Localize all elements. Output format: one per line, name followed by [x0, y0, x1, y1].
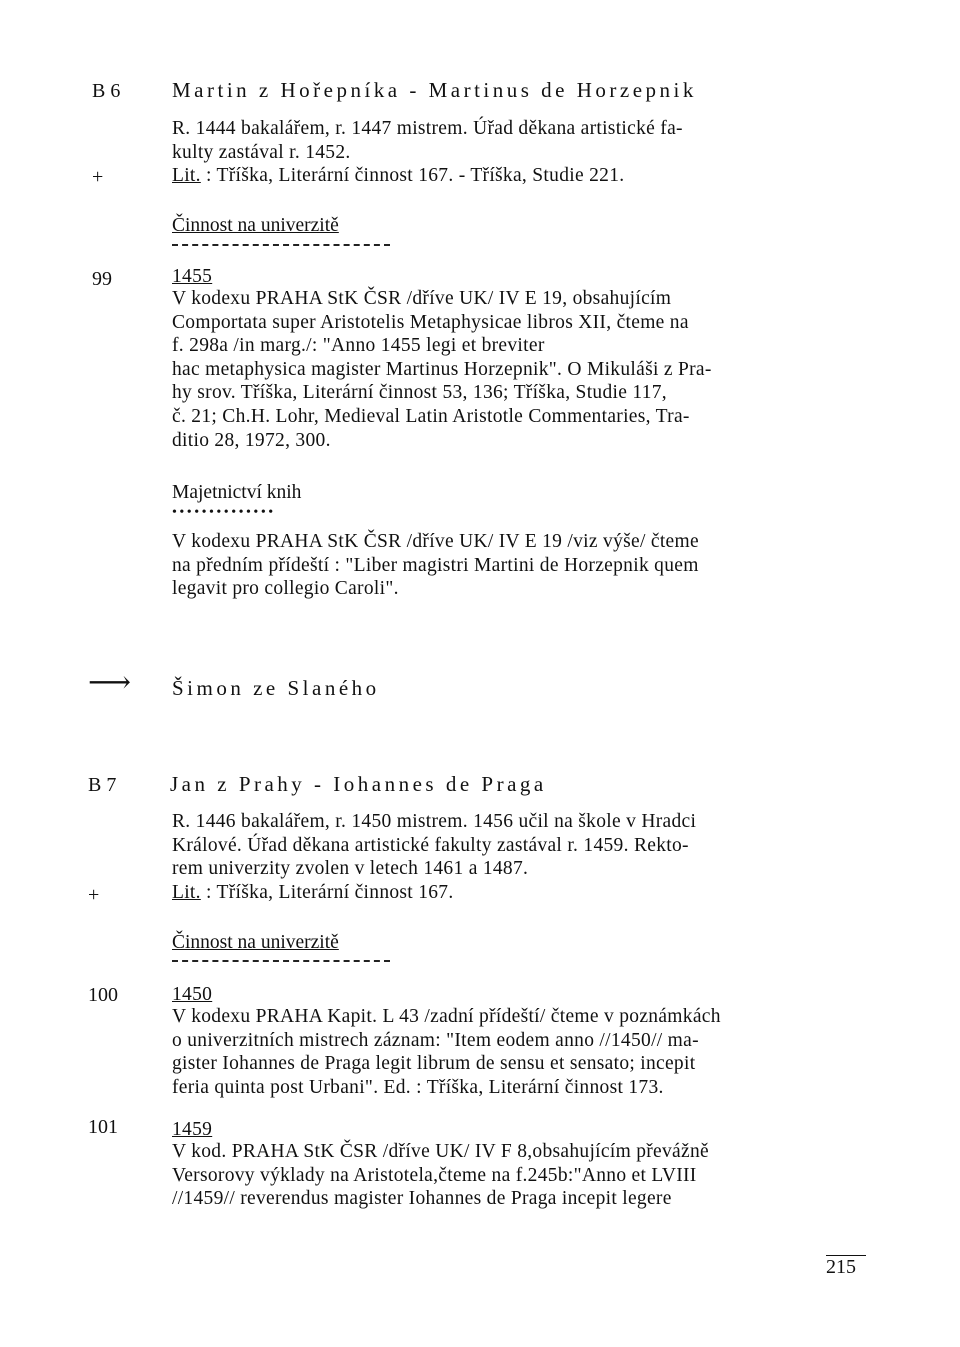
record-text-101 [172, 1140, 882, 1212]
record-year-1450: 1450 [172, 984, 213, 1005]
text-line: na předním přídeští : "Liber magistri Martini de Horzepnik quem [172, 554, 699, 576]
bio-line: kulty zastával r. 1452. [172, 141, 351, 163]
plus-marker-b6: + [92, 166, 104, 188]
bio-b7 [172, 810, 882, 882]
record-text-99 [172, 287, 882, 457]
text-line: ditio 28, 1972, 300. [172, 429, 331, 451]
text-line: f. 298a /in marg./: "Anno 1455 legi et breviter [172, 335, 545, 357]
text-line: V kodexu PRAHA Kapit. L 43 /zadní přídeští/ čteme v poznámkách [172, 1006, 721, 1027]
text-line: //1459// reverendus magister Iohannes de Praga incepit legere [172, 1188, 672, 1210]
text-line: V kodexu PRAHA StK ČSR /dříve UK/ IV E 19, obsahujícím [172, 288, 672, 309]
section-title-books-b6: Majetnictví knih [172, 482, 302, 503]
text-line: V kod. PRAHA StK ČSR /dříve UK/ IV F 8,obsahujícím převážně [172, 1141, 709, 1162]
record-number-100: 100 [88, 984, 118, 1006]
page-number: 215 [826, 1256, 856, 1278]
entry-title-b6: Martin z Hořepníka - Martinus de Horzepnik [172, 78, 697, 102]
bio-b6 [172, 117, 872, 165]
text-line: hy srov. Tříška, Literární činnost 53, 136; Tříška, Studie 117, [172, 382, 667, 404]
bio-line: R. 1446 bakalářem, r. 1450 mistrem. 1456 učil na škole v Hradci [172, 811, 697, 832]
text-line: hac metaphysica magister Martinus Horzepnik". O Mikuláši z Pra- [172, 358, 712, 380]
record-number-99: 99 [92, 268, 112, 290]
bio-line: R. 1444 bakalářem, r. 1447 mistrem. Úřad děkana artistické fa- [172, 118, 683, 139]
text-line: Comportata super Aristotelis Metaphysicae libros XII, čteme na [172, 311, 689, 333]
plus-marker-b7: + [88, 884, 100, 906]
text-line: Versorovy výklady na Aristotela,čteme na f.245b:"Anno et LVIII [172, 1164, 697, 1186]
text-line: gister Iohannes de Praga legit librum de sensu et sensato; incepit [172, 1053, 696, 1075]
section-title-activity-b6: Činnost na univerzitě [172, 215, 339, 236]
lit-label: Lit. [172, 165, 201, 186]
cross-reference-name: Šimon ze Slaného [172, 676, 380, 700]
text-line: legavit pro collegio Caroli". [172, 578, 399, 600]
lit-label: Lit. [172, 882, 201, 903]
bio-line: rem univerzity zvolen v letech 1461 a 1487. [172, 858, 529, 880]
text-line: o univerzitních mistrech záznam: "Item eodem anno //1450// ma- [172, 1029, 699, 1051]
dotted-rule: •••••••••••••• [172, 505, 276, 520]
record-year-1459: 1459 [172, 1119, 213, 1140]
books-text-b6 [172, 530, 882, 602]
dashed-rule [172, 960, 390, 962]
cross-reference-arrow-icon: ⟶ [88, 666, 132, 699]
entry-id-b6: B 6 [92, 80, 121, 102]
lit-text: : Tříška, Literární činnost 167. - Tříška, Studie 221. [200, 165, 625, 186]
text-line: V kodexu PRAHA StK ČSR /dříve UK/ IV E 19 /viz výše/ čteme [172, 531, 699, 552]
bio-line: Králové. Úřad děkana artistické fakulty zastával r. 1459. Rekto- [172, 834, 689, 856]
record-text-100 [172, 1005, 882, 1101]
record-number-101: 101 [88, 1116, 118, 1138]
literature-b7 [172, 881, 454, 905]
literature-b6 [172, 164, 624, 188]
text-line: feria quinta post Urbani". Ed. : Tříška, Literární činnost 173. [172, 1076, 664, 1098]
dashed-rule [172, 244, 390, 246]
section-title-activity-b7: Činnost na univerzitě [172, 932, 339, 953]
entry-title-b7: Jan z Prahy - Iohannes de Praga [170, 772, 547, 796]
lit-text: : Tříška, Literární činnost 167. [200, 882, 454, 903]
text-line: č. 21; Ch.H. Lohr, Medieval Latin Aristotle Commentaries, Tra- [172, 406, 690, 427]
record-year-1455: 1455 [172, 266, 213, 287]
entry-id-b7: B 7 [88, 774, 117, 796]
